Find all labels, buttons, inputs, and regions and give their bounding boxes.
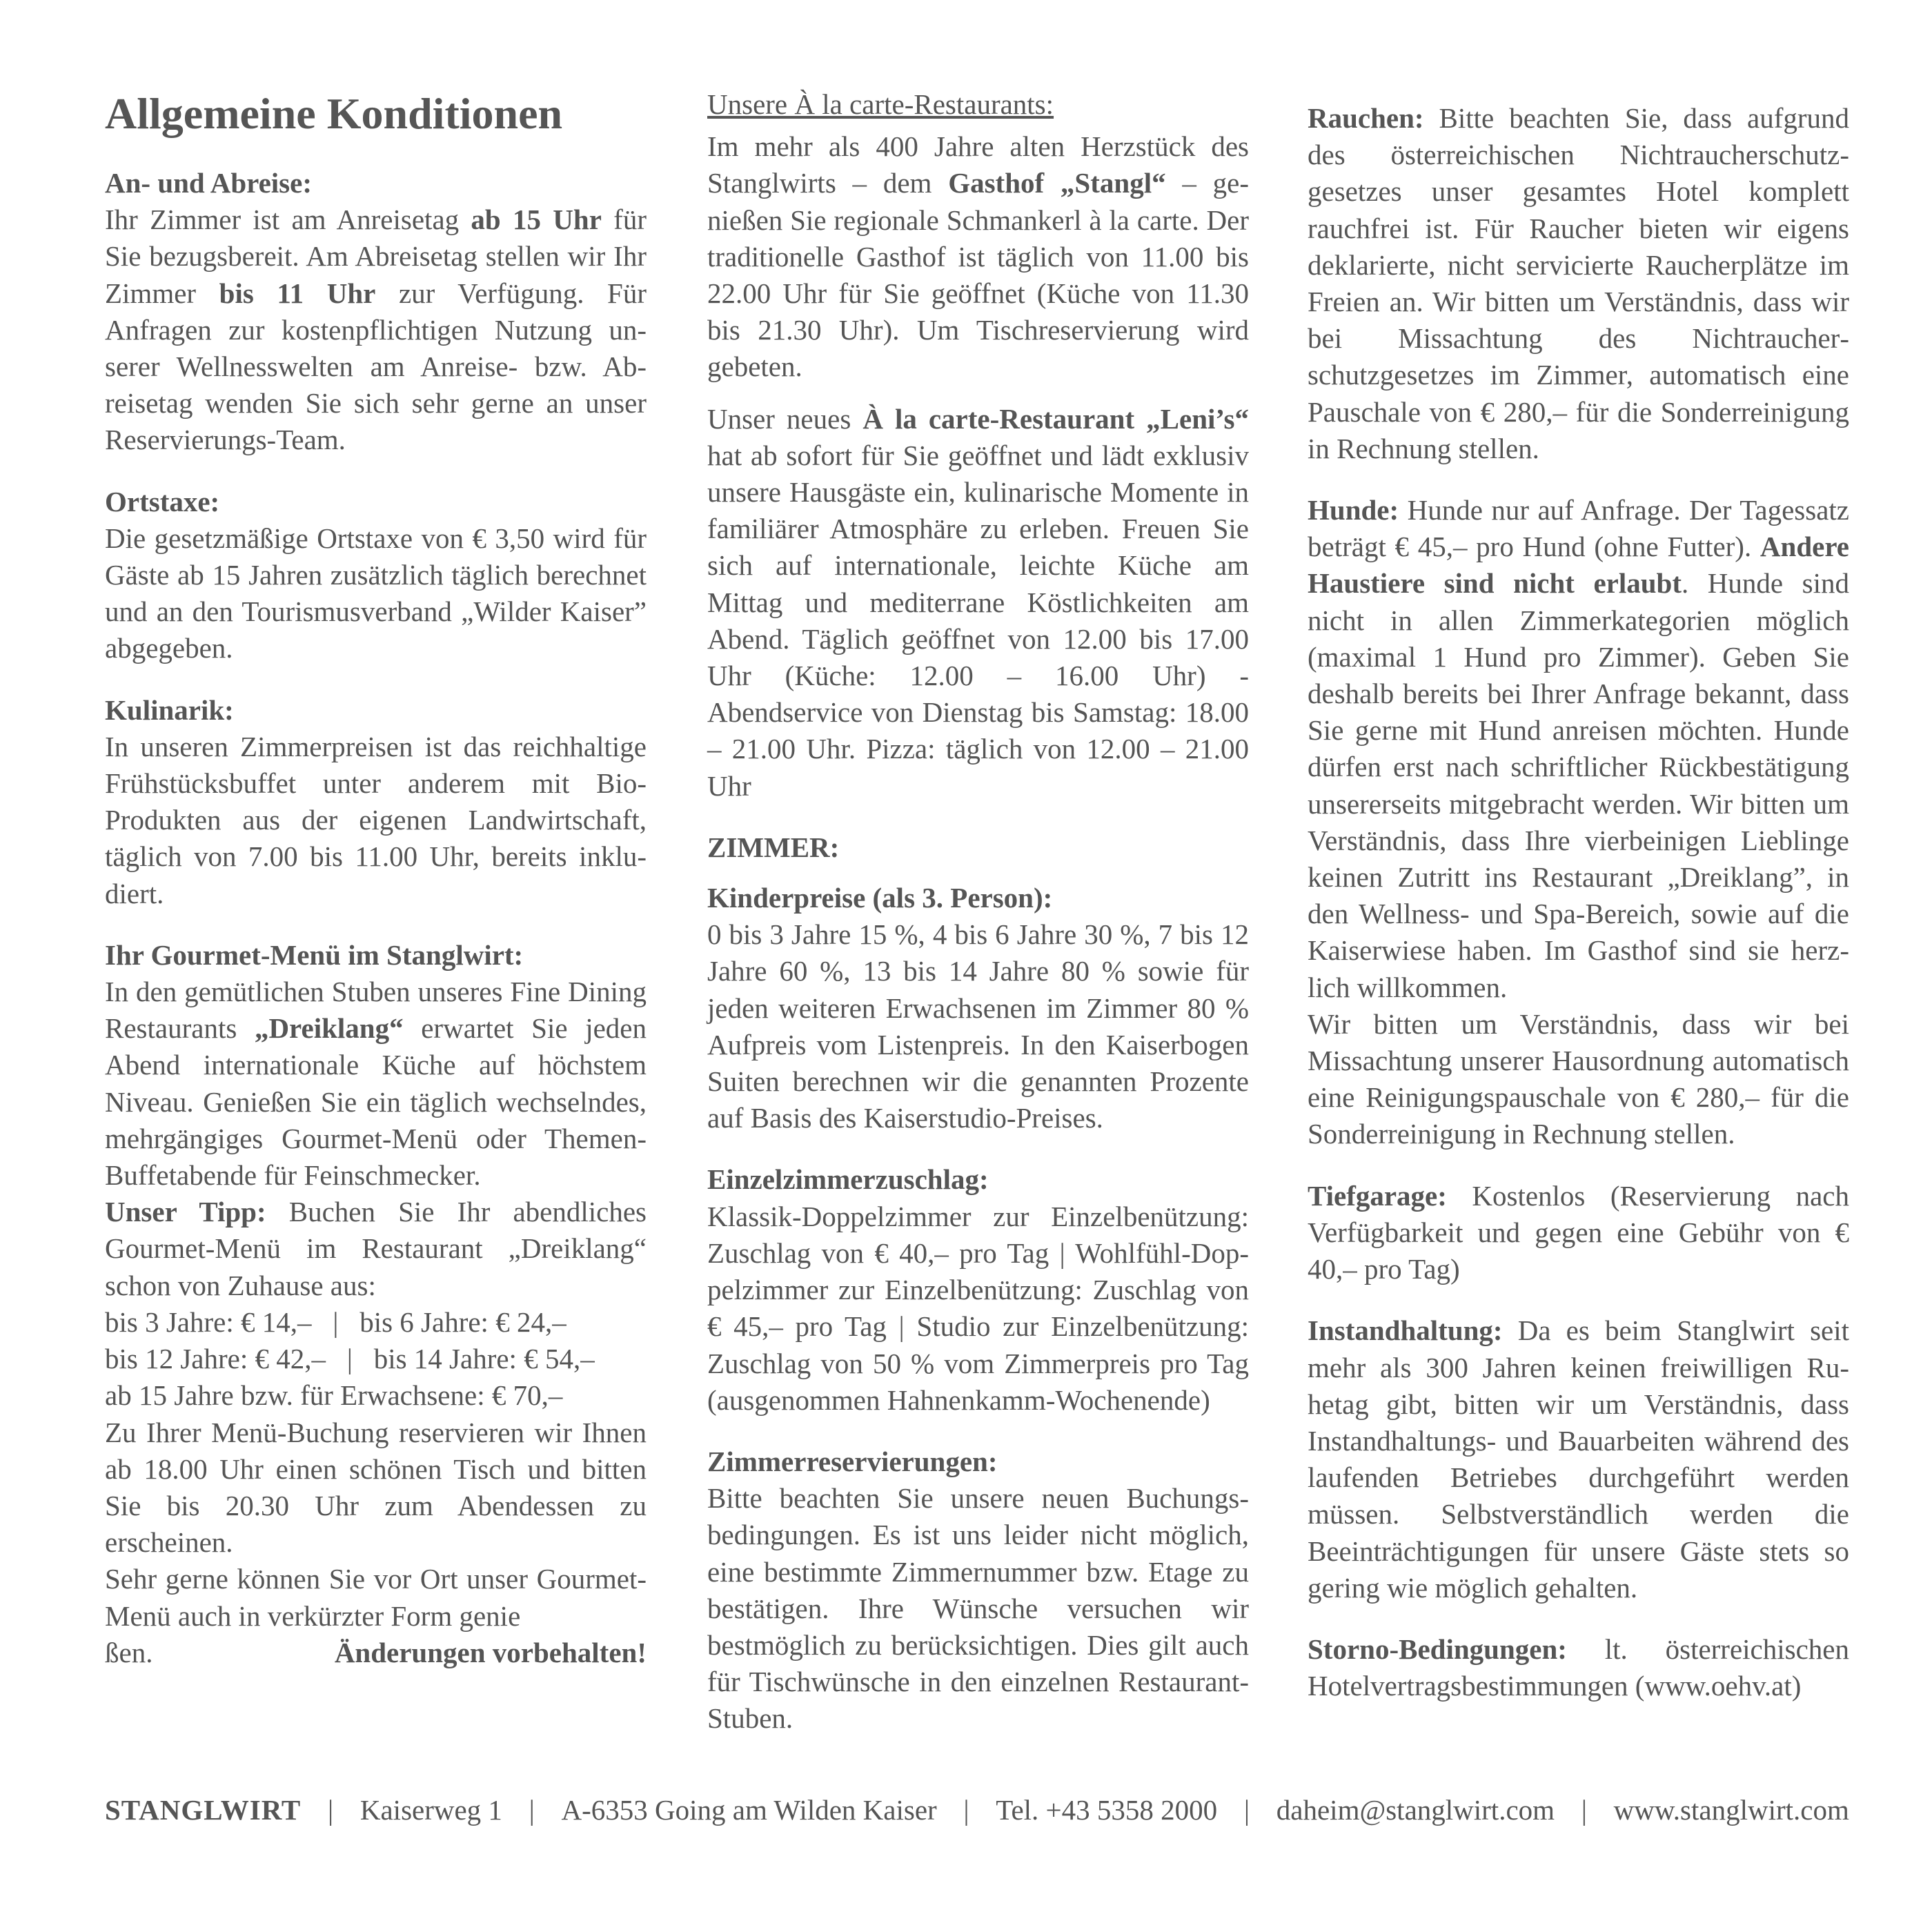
gasthof-text: [707, 128, 1249, 385]
lenis-text: [707, 401, 1249, 805]
menu-end: ßen.: [105, 1636, 153, 1668]
kulinarik-text: In unseren Zimmerpreisen ist das reichhaltige Frühstücksbuffet unter anderem mit Bio-Produkten aus der eigenen Landwirtschaft, täglich von 7.00 bis 11.00 Uhr, bereits inkludiert.: [105, 730, 647, 909]
hausordnung-text: Wir bitten um Verständnis, dass wir bei Missachtung unserer Hausordnung automatisch eine Reinigungspauschale von € 280,– für die Sonderreinigung in Rechnung stellen.: [1308, 1007, 1849, 1150]
section-tiefgarage: [1308, 1178, 1849, 1288]
rauchen-text: [1308, 100, 1849, 467]
hunde-body: Hunde nur auf Anfrage. Der Tagessatz beträgt € 45,– pro Hund (ohne Futter).: [1308, 494, 1849, 563]
menu-last-line: [105, 1635, 647, 1671]
arrival-heading: An- und Abreise:: [105, 167, 312, 199]
arrival-text: [105, 201, 647, 458]
dreiklang-name: „Dreiklang“: [254, 1012, 404, 1045]
arrival-text-part: zur Verfügung. Für Anfragen zur kostenpflichtigen Nutzung unserer Wellnesswelten am Anreise- bzw. Abreisetag wenden Sie sich sehr gerne an unser Reservierungs-Team.: [105, 277, 647, 456]
section-lenis: [707, 401, 1249, 805]
zimmer-heading: ZIMMER:: [707, 831, 840, 863]
section-instandhaltung: [1308, 1312, 1849, 1606]
tiefgarage-body: Kostenlos (Reservierung nach Verfügbarkeit und gegen eine Gebühr von € 40,– pro Tag): [1308, 1179, 1849, 1285]
lenis-text-part: hat ab sofort für Sie geöffnet und lädt exklusiv unsere Hausgäste ein, kulinarische Momente in familiärer Atmosphäre zu erleben. Freuen Sie sich auf internationale, leichte Küche am Mittag und mediterrane Köstlichkeiten am Abend. Täglich geöffnet von 12.00 bis 17.00 Uhr (Küche: 12.00 – 16.00 Uhr) - Abendservice von Dienstag bis Samstag: 18.00 – 21.00 Uhr. Pizza: täglich von 12.00 – 21.00 Uhr: [707, 439, 1249, 802]
price-list: [105, 1304, 647, 1414]
gourmet-heading: Ihr Gourmet-Menü im Stanglwirt:: [105, 938, 524, 971]
section-einzelzimmer: [707, 1161, 1249, 1418]
arrival-text-part: für Sie bezugsbereit. Am Abreisetag stellen wir Ihr Zimmer: [105, 204, 647, 309]
section-gasthof: [707, 128, 1249, 385]
kinder-heading: Kinderpreise (als 3. Person):: [707, 882, 1053, 914]
gourmet-text: [105, 974, 647, 1194]
column-right: [1308, 100, 1849, 1704]
page-title: Allgemeine Konditionen: [105, 89, 563, 138]
res-text: Bitte beachten Sie unsere neuen Buchungsbedingungen. Es ist uns leider nicht möglich, eine bestimmte Zimmernummer bzw. Etage zu bestätigen. Ihre Wünsche versuchen wir bestmöglich zu berücksichtigen. Dies gilt auch für Tischwünsche in den einzelnen Restaurant-Stuben.: [707, 1482, 1249, 1735]
section-kinderpreise: [707, 880, 1249, 1136]
menu-short-text: Sehr gerne können Sie vor Ort unser Gourmet-Menü auch in verkürzter Form genie: [105, 1563, 647, 1632]
footer-city: A-6353 Going am Wilden Kaiser: [561, 1794, 937, 1826]
storno-body: lt. österreichischen Hotelvertragsbestimmungen (www.oehv.at): [1308, 1633, 1849, 1702]
ortstaxe-text: Die gesetzmäßige Ortstaxe von € 3,50 wird für Gäste ab 15 Jahren zusätzlich täglich berechnet und an den Tourismusverband „Wilder Kaiser” abgegeben.: [105, 522, 647, 664]
section-reservierungen: [707, 1443, 1249, 1737]
instand-label: Instandhaltung:: [1308, 1314, 1503, 1347]
footer-separator: |: [1581, 1794, 1587, 1826]
price-line: ab 15 Jahre bzw. für Erwachsene: € 70,–: [105, 1379, 563, 1412]
ez-text: Klassik-Doppelzimmer zur Einzelbenützung: Zuschlag von € 40,– pro Tag | Wohlfühl-Doppelzimmer zur Einzelbenützung: Zuschlag von € 45,– pro Tag | Studio zur Einzelbenützung: Zuschlag von 50 % vom Zimmerpreis pro Tag (ausgenommen Hahnenkamm-Wochenende): [707, 1200, 1249, 1416]
tiefgarage-text: [1308, 1178, 1849, 1288]
footer-separator: |: [963, 1794, 969, 1826]
storno-label: Storno-Bedingungen:: [1308, 1633, 1567, 1665]
section-ortstaxe: [105, 484, 647, 667]
departure-time: bis 11 Uhr: [219, 277, 376, 309]
section-storno: [1308, 1631, 1849, 1704]
section-hunde: [1308, 492, 1849, 1153]
hunde-label: Hunde:: [1308, 494, 1399, 526]
rauchen-label: Rauchen:: [1308, 102, 1424, 134]
menu-booking-text: Zu Ihrer Menü-Buchung reservieren wir Ihnen ab 18.00 Uhr einen schönen Tisch und bitten Sie bis 20.30 Uhr zum Abendessen zu erscheinen.: [105, 1416, 647, 1559]
column-left: [105, 86, 647, 1671]
footer-brand: STANGLWIRT: [105, 1794, 302, 1826]
section-kulinarik: [105, 692, 647, 912]
gasthof-text-part: Im mehr als 400 Jahre alten Herzstück des Stanglwirts – dem: [707, 130, 1249, 199]
footer-separator: |: [1243, 1794, 1250, 1826]
footer-website[interactable]: www.stanglwirt.com: [1613, 1794, 1849, 1826]
footer-separator: |: [529, 1794, 535, 1826]
price-line: bis 3 Jahre: € 14,– | bis 6 Jahre: € 24,–: [105, 1305, 566, 1338]
footer-email[interactable]: daheim@stanglwirt.com: [1276, 1794, 1555, 1826]
kinder-text: 0 bis 3 Jahre 15 %, 4 bis 6 Jahre 30 %, 7 bis 12 Jahre 60 %, 13 bis 14 Jahre 80 % sowie für jeden weiteren Erwachsenen im Zimmer 80 % Aufpreis vom Listenpreis. In den Kaiserbogen Suiten berechnen wir die genannten Prozente auf Basis des Kaiserstudio-Preises.: [707, 918, 1249, 1134]
column-middle: [707, 86, 1249, 1737]
hunde-text: [1308, 492, 1849, 1006]
storno-text: [1308, 1631, 1849, 1704]
footer: [105, 1791, 1849, 1829]
gasthof-name: Gasthof „Stangl“: [948, 167, 1166, 199]
gourmet-text-part: erwartet Sie jeden Abend internationale Küche auf höchstem Niveau. Genießen Sie ein täglich wechselndes, mehrgängiges Gourmet-Menü oder Themen-Buffetabende für Feinschmecker.: [105, 1012, 647, 1192]
gourmet-text-part: In den gemütlichen Stuben unseres Fine Dining Restaurants: [105, 976, 647, 1045]
footer-address: Kaiserweg 1: [359, 1794, 502, 1826]
kulinarik-heading: Kulinarik:: [105, 693, 234, 726]
haustiere-note: Andere Haustiere sind nicht erlaubt: [1308, 531, 1849, 600]
ortstaxe-heading: Ortstaxe:: [105, 485, 220, 518]
tipp-body: Buchen Sie Ihr abendliches Gourmet-Menü im Restaurant „Dreiklang“ schon von Zuhause aus:: [105, 1196, 647, 1301]
price-line: bis 12 Jahre: € 42,– | bis 14 Jahre: € 54,–: [105, 1343, 595, 1375]
footer-phone: Tel. +43 5358 2000: [996, 1794, 1218, 1826]
hunde-body: . Hunde sind nicht in allen Zimmerkategorien möglich (maximal 1 Hund pro Zimmer). Geben Sie deshalb bereits bei Ihrer Anfrage bekannt, dass Sie gerne mit Hund anreisen möchten. Hunde dürfen erst nach schriftlicher Rückbestätigung unsererseits mitgebracht werden. Wir bitten um Verständnis, dass Ihre vierbeinigen Lieblinge keinen Zutritt ins Restaurant „Dreiklang”, in den Wellness- und Spa-Bereich, sowie auf die Kaiserwiese haben. Im Gasthof sind sie herzlich willkommen.: [1308, 567, 1850, 1003]
gasthof-text-part: – genießen Sie regionale Schmankerl à la carte. Der traditionelle Gasthof ist täglich von 11.00 bis 22.00 Uhr für Sie geöffnet (Küche von 11.30 bis 21.30 Uhr). Um Tischreservierung wird gebeten.: [707, 167, 1249, 383]
instand-body: Da es beim Stanglwirt seit mehr als 300 Jahren keinen freiwilligen Ruhetag gibt, bitten wir um Verständnis, dass Instandhaltungs- und Bauarbeiten während des laufenden Betriebes durchgeführt werden müssen. Selbstverständlich werden die Beeinträchtigungen für unsere Gäste stets so gering wie möglich gehalten.: [1308, 1314, 1849, 1604]
restaurants-heading: Unsere À la carte-Restaurants:: [707, 88, 1054, 120]
tiefgarage-label: Tiefgarage:: [1308, 1179, 1447, 1212]
lenis-text-part: Unser neues: [707, 402, 863, 435]
arrival-time: ab 15 Uhr: [471, 204, 602, 236]
tipp-text: [105, 1194, 647, 1304]
rauchen-body: Bitte beachten Sie, dass aufgrund des österreichischen Nichtraucherschutzgesetzes unser gesamtes Hotel komplett rauchfrei ist. Für Raucher bieten wir eigens deklarierte, nicht servicierte Raucherplätze im Freien an. Wir bitten um Verständnis, dass wir bei Missachtung des Nichtraucherschutzgesetzes im Zimmer, automatisch eine Pauschale von € 280,– für die Sonderreinigung in Rechnung stellen.: [1308, 102, 1849, 464]
tipp-label: Unser Tipp:: [105, 1196, 266, 1228]
arrival-text-part: Ihr Zimmer ist am Anreisetag: [105, 204, 471, 236]
res-heading: Zimmerreservierungen:: [707, 1445, 998, 1477]
ez-heading: Einzelzimmerzuschlag:: [707, 1163, 989, 1196]
section-gourmet: [105, 937, 647, 1671]
section-rauchen: [1308, 100, 1849, 467]
instand-text: [1308, 1312, 1849, 1606]
changes-note: Änderungen vorbehalten!: [334, 1636, 647, 1668]
section-arrival: [105, 165, 647, 459]
footer-separator: |: [327, 1794, 334, 1826]
lenis-name: À la carte-Restaurant „Leni’s“: [862, 402, 1249, 435]
